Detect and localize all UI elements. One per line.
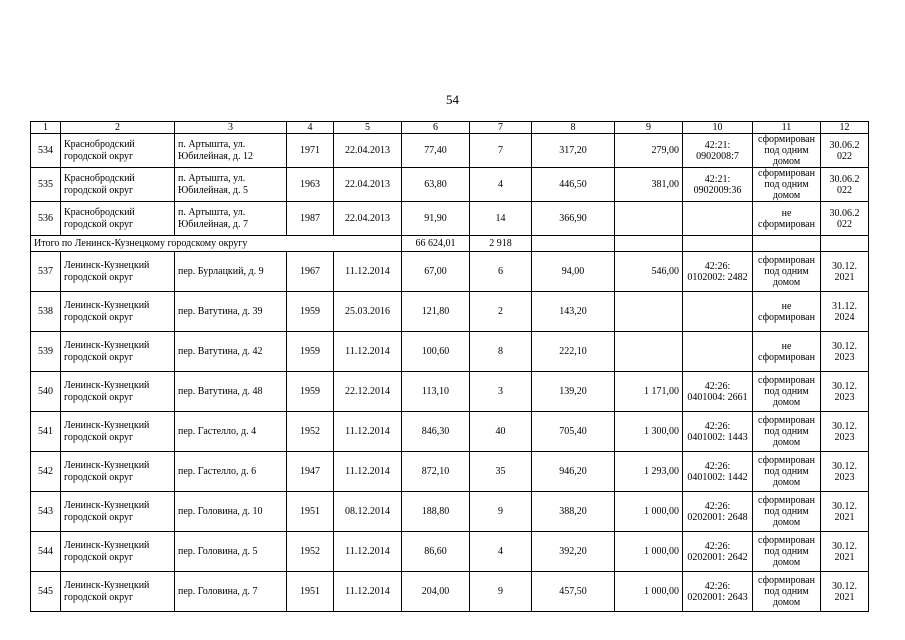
table-row [31,372,869,412]
row-number: 543 [31,492,61,532]
date-cell: 25.03.2016 [334,292,402,332]
column-9-cell [615,332,683,372]
date-cell: 11.12.2014 [334,252,402,292]
district-cell: Краснобродский городской округ [61,168,175,202]
date-cell: 08.12.2014 [334,492,402,532]
year-cell: 1967 [287,252,334,292]
column-header: 8 [532,122,615,134]
cadastral-number-cell: 42:21: 0902008:7 [683,134,753,168]
column-8-cell: 457,50 [532,572,615,612]
land-status-cell: сформирован под одним домом [753,492,821,532]
address-cell: пер. Гастелло, д. 4 [175,412,287,452]
residents-cell: 8 [470,332,532,372]
empty-cell [753,236,821,252]
area-cell: 113,10 [402,372,470,412]
deadline-cell: 30.12. 2023 [821,412,869,452]
deadline-cell: 30.12. 2023 [821,372,869,412]
empty-cell [532,236,615,252]
row-number: 535 [31,168,61,202]
total-area: 66 624,01 [402,236,470,252]
column-9-cell: 1 293,00 [615,452,683,492]
column-header: 1 [31,122,61,134]
empty-cell [683,236,753,252]
date-cell: 22.12.2014 [334,372,402,412]
residents-cell: 6 [470,252,532,292]
deadline-cell: 30.12. 2023 [821,332,869,372]
district-cell: Краснобродский городской округ [61,134,175,168]
district-cell: Ленинск-Кузнецкий городской округ [61,292,175,332]
column-header: 9 [615,122,683,134]
page-number: 54 [446,92,459,107]
column-8-cell: 946,20 [532,452,615,492]
address-cell: пер. Головина, д. 7 [175,572,287,612]
total-row [31,236,869,252]
column-9-cell: 1 000,00 [615,572,683,612]
land-status-cell: сформирован под одним домом [753,572,821,612]
area-cell: 872,10 [402,452,470,492]
deadline-cell: 30.12. 2021 [821,252,869,292]
district-cell: Ленинск-Кузнецкий городской округ [61,572,175,612]
date-cell: 22.04.2013 [334,134,402,168]
column-9-cell: 1 171,00 [615,372,683,412]
row-number: 537 [31,252,61,292]
column-9-cell: 381,00 [615,168,683,202]
column-header: 5 [334,122,402,134]
cadastral-number-cell: 42:26: 0401002: 1443 [683,412,753,452]
residents-cell: 9 [470,572,532,612]
column-8-cell: 388,20 [532,492,615,532]
table-row [31,452,869,492]
cadastral-number-cell [683,202,753,236]
date-cell: 22.04.2013 [334,168,402,202]
area-cell: 100,60 [402,332,470,372]
year-cell: 1952 [287,412,334,452]
date-cell: 11.12.2014 [334,332,402,372]
column-8-cell: 366,90 [532,202,615,236]
area-cell: 846,30 [402,412,470,452]
column-header: 2 [61,122,175,134]
address-cell: пер. Ватутина, д. 39 [175,292,287,332]
area-cell: 91,90 [402,202,470,236]
column-header: 6 [402,122,470,134]
area-cell: 77,40 [402,134,470,168]
land-status-cell: не сформирован [753,332,821,372]
column-8-cell: 446,50 [532,168,615,202]
total-residents: 2 918 [470,236,532,252]
deadline-cell: 30.12. 2021 [821,572,869,612]
table-row [31,202,869,236]
land-status-cell: не сформирован [753,292,821,332]
address-cell: пер. Ватутина, д. 48 [175,372,287,412]
column-8-cell: 317,20 [532,134,615,168]
date-cell: 11.12.2014 [334,532,402,572]
land-status-cell: не сформирован [753,202,821,236]
land-status-cell: сформирован под одним домом [753,252,821,292]
year-cell: 1959 [287,292,334,332]
deadline-cell: 30.12. 2021 [821,532,869,572]
year-cell: 1952 [287,532,334,572]
column-header: 12 [821,122,869,134]
date-cell: 11.12.2014 [334,412,402,452]
address-cell: пер. Гастелло, д. 6 [175,452,287,492]
year-cell: 1959 [287,332,334,372]
column-header: 3 [175,122,287,134]
table-row [31,168,869,202]
residents-cell: 35 [470,452,532,492]
address-cell: п. Артышта, ул. Юбилейная, д. 12 [175,134,287,168]
table-row [31,252,869,292]
column-8-cell: 705,40 [532,412,615,452]
deadline-cell: 30.06.2 022 [821,134,869,168]
row-number: 538 [31,292,61,332]
table-row [31,332,869,372]
year-cell: 1951 [287,492,334,532]
column-8-cell: 143,20 [532,292,615,332]
year-cell: 1959 [287,372,334,412]
land-status-cell: сформирован под одним домом [753,532,821,572]
row-number: 545 [31,572,61,612]
column-number-header-row [31,122,869,134]
row-number: 541 [31,412,61,452]
residents-cell: 2 [470,292,532,332]
cadastral-number-cell: 42:26: 0202001: 2642 [683,532,753,572]
column-header: 4 [287,122,334,134]
date-cell: 22.04.2013 [334,202,402,236]
table-row [31,134,869,168]
district-cell: Ленинск-Кузнецкий городской округ [61,492,175,532]
area-cell: 67,00 [402,252,470,292]
land-status-cell: сформирован под одним домом [753,452,821,492]
empty-cell [615,236,683,252]
date-cell: 11.12.2014 [334,572,402,612]
housing-registry-table [30,121,869,612]
column-header: 11 [753,122,821,134]
row-number: 544 [31,532,61,572]
row-number: 539 [31,332,61,372]
address-cell: пер. Ватутина, д. 42 [175,332,287,372]
address-cell: пер. Бурлацкий, д. 9 [175,252,287,292]
table-row [31,412,869,452]
district-cell: Ленинск-Кузнецкий городской округ [61,332,175,372]
column-8-cell: 392,20 [532,532,615,572]
cadastral-number-cell: 42:26: 0202001: 2648 [683,492,753,532]
cadastral-number-cell [683,292,753,332]
table-row [31,292,869,332]
residents-cell: 14 [470,202,532,236]
area-cell: 63,80 [402,168,470,202]
land-status-cell: сформирован под одним домом [753,134,821,168]
land-status-cell: сформирован под одним домом [753,168,821,202]
column-9-cell: 1 000,00 [615,532,683,572]
land-status-cell: сформирован под одним домом [753,412,821,452]
cadastral-number-cell: 42:26: 0202001: 2643 [683,572,753,612]
deadline-cell: 30.12. 2023 [821,452,869,492]
residents-cell: 40 [470,412,532,452]
year-cell: 1947 [287,452,334,492]
year-cell: 1987 [287,202,334,236]
column-9-cell: 546,00 [615,252,683,292]
column-header: 7 [470,122,532,134]
column-9-cell [615,202,683,236]
empty-cell [821,236,869,252]
address-cell: пер. Головина, д. 5 [175,532,287,572]
district-cell: Ленинск-Кузнецкий городской округ [61,452,175,492]
area-cell: 86,60 [402,532,470,572]
district-cell: Ленинск-Кузнецкий городской округ [61,412,175,452]
area-cell: 204,00 [402,572,470,612]
column-9-cell [615,292,683,332]
residents-cell: 7 [470,134,532,168]
deadline-cell: 30.12. 2021 [821,492,869,532]
column-8-cell: 139,20 [532,372,615,412]
deadline-cell: 31.12. 2024 [821,292,869,332]
year-cell: 1971 [287,134,334,168]
address-cell: пер. Головина, д. 10 [175,492,287,532]
table-row [31,532,869,572]
cadastral-number-cell: 42:26: 0401004: 2661 [683,372,753,412]
year-cell: 1963 [287,168,334,202]
land-status-cell: сформирован под одним домом [753,372,821,412]
column-header: 10 [683,122,753,134]
district-cell: Ленинск-Кузнецкий городской округ [61,532,175,572]
column-9-cell: 1 000,00 [615,492,683,532]
residents-cell: 4 [470,168,532,202]
district-cell: Ленинск-Кузнецкий городской округ [61,252,175,292]
column-8-cell: 94,00 [532,252,615,292]
deadline-cell: 30.06.2 022 [821,168,869,202]
residents-cell: 3 [470,372,532,412]
district-cell: Краснобродский городской округ [61,202,175,236]
row-number: 536 [31,202,61,236]
cadastral-number-cell: 42:26: 0401002: 1442 [683,452,753,492]
table-row [31,572,869,612]
column-9-cell: 1 300,00 [615,412,683,452]
address-cell: п. Артышта, ул. Юбилейная, д. 5 [175,168,287,202]
area-cell: 121,80 [402,292,470,332]
row-number: 534 [31,134,61,168]
column-9-cell: 279,00 [615,134,683,168]
total-label: Итого по Ленинск-Кузнецкому городскому округу [31,236,402,252]
date-cell: 11.12.2014 [334,452,402,492]
cadastral-number-cell: 42:26: 0102002: 2482 [683,252,753,292]
residents-cell: 4 [470,532,532,572]
address-cell: п. Артышта, ул. Юбилейная, д. 7 [175,202,287,236]
area-cell: 188,80 [402,492,470,532]
row-number: 540 [31,372,61,412]
cadastral-number-cell [683,332,753,372]
column-8-cell: 222,10 [532,332,615,372]
row-number: 542 [31,452,61,492]
residents-cell: 9 [470,492,532,532]
district-cell: Ленинск-Кузнецкий городской округ [61,372,175,412]
deadline-cell: 30.06.2 022 [821,202,869,236]
year-cell: 1951 [287,572,334,612]
table-row [31,492,869,532]
cadastral-number-cell: 42:21: 0902009:36 [683,168,753,202]
